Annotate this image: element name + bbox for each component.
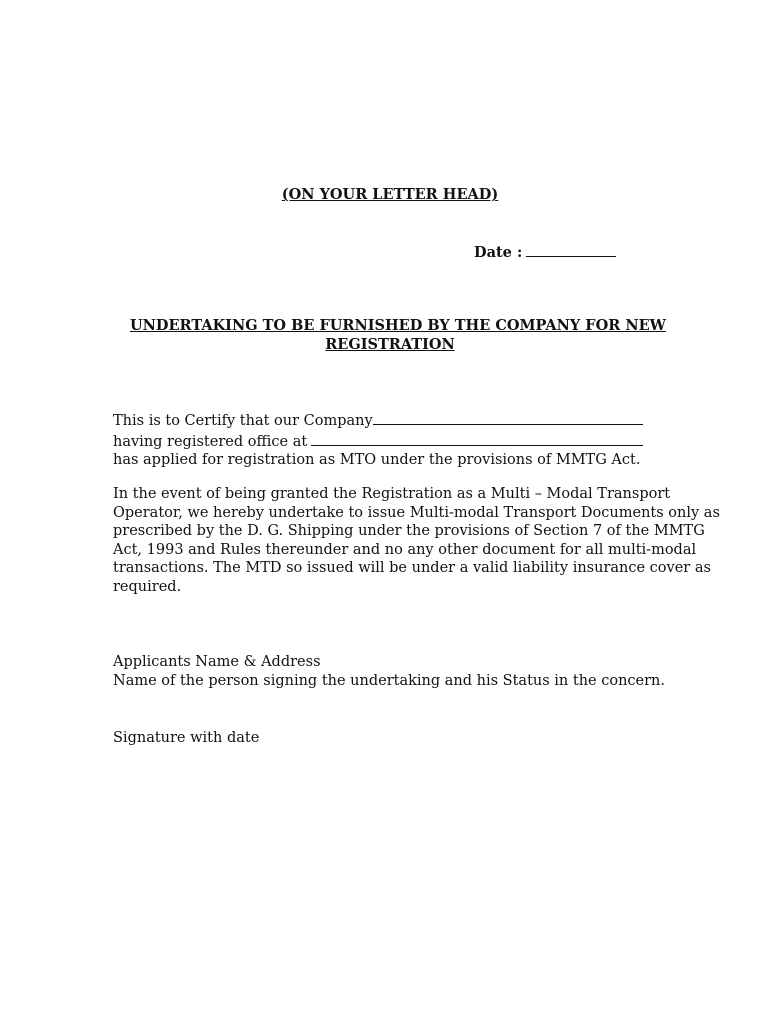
signer-name-label: Name of the person signing the undertaking and his Status in the concern. — [113, 672, 665, 689]
undertaking-line: prescribed by the D. G. Shipping under the provisions of Section 7 of the MMTG — [113, 523, 705, 540]
certify-line-2 — [113, 431, 673, 452]
date-line — [474, 242, 616, 263]
registered-office-blank[interactable] — [311, 431, 643, 446]
certify-line-1 — [113, 410, 673, 431]
certify-company-label: This is to Certify that our Company — [113, 413, 373, 429]
undertaking-line: Act, 1993 and Rules thereunder and no any other document for all multi-modal — [113, 541, 697, 558]
heading-line-1: UNDERTAKING TO BE FURNISHED BY THE COMPANY FOR NEW — [130, 317, 666, 334]
signature-label: Signature with date — [113, 730, 260, 746]
date-blank[interactable] — [526, 242, 616, 257]
letterhead-note: (ON YOUR LETTER HEAD) — [281, 186, 499, 203]
undertaking-line: required. — [113, 578, 182, 595]
undertaking-line: In the event of being granted the Registration as a Multi – Modal Transport — [113, 486, 671, 502]
signature-section — [113, 729, 673, 748]
certify-line-3: has applied for registration as MTO under the provisions of MMTG Act. — [113, 452, 641, 469]
applicant-name-label: Applicants Name & Address — [113, 654, 321, 670]
company-name-blank[interactable] — [373, 410, 643, 425]
undertaking-line: Operator, we hereby undertake to issue Multi-modal Transport Documents only as — [113, 504, 720, 521]
registered-office-label: having registered office at — [113, 433, 308, 450]
document-heading — [130, 317, 666, 354]
date-label: Date : — [474, 244, 523, 261]
heading-line-2: REGISTRATION — [325, 335, 455, 353]
undertaking-paragraph — [113, 485, 720, 597]
undertaking-line: transactions. The MTD so issued will be under a valid liability insurance cover as — [113, 560, 711, 577]
applicant-section — [113, 653, 673, 690]
certify-paragraph — [113, 410, 673, 470]
